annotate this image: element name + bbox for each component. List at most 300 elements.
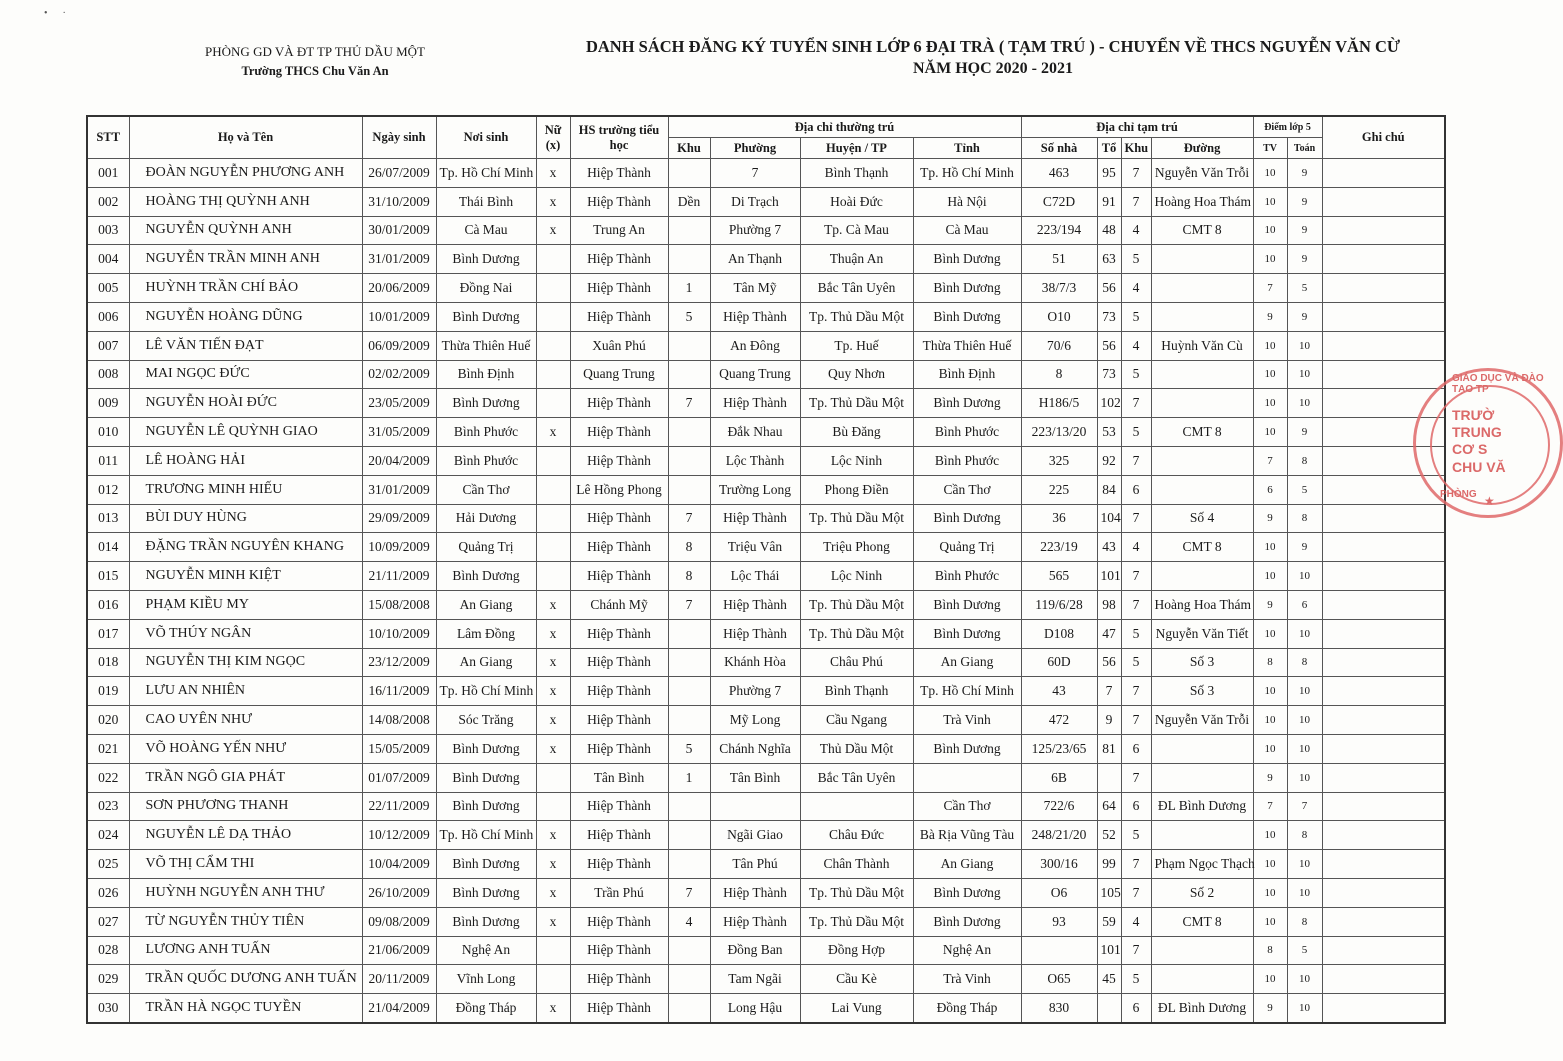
cell-to: 105 [1097,878,1121,907]
cell-name: NGUYỄN THỊ KIM NGỌC [129,648,362,677]
cell-to [1097,763,1121,792]
cell-khu2: 7 [1121,677,1151,706]
cell-phuong: Lộc Thành [710,446,800,475]
cell-toan: 9 [1287,216,1322,245]
cell-note [1322,187,1445,216]
cell-tv: 10 [1253,878,1287,907]
cell-female: x [536,706,570,735]
cell-sonha: C72D [1021,187,1097,216]
cell-note [1322,302,1445,331]
cell-huyen: Thuận An [800,245,913,274]
cell-huyen: Lai Vung [800,994,913,1023]
cell-sonha: 223/13/20 [1021,418,1097,447]
cell-toan: 10 [1287,763,1322,792]
cell-khu2: 4 [1121,216,1151,245]
cell-toan: 10 [1287,619,1322,648]
cell-school: Hiệp Thành [570,159,668,188]
cell-female: x [536,216,570,245]
col-female-mark: (x) [545,137,561,152]
cell-sonha [1021,936,1097,965]
cell-duong: ĐL Bình Dương [1151,792,1253,821]
cell-huyen: Cầu Kè [800,965,913,994]
cell-huyen: Chân Thành [800,850,913,879]
table-row [87,763,1445,792]
cell-khu [668,159,710,188]
cell-duong: Phạm Ngọc Thạch [1151,850,1253,879]
cell-khu2: 7 [1121,159,1151,188]
cell-khu: 5 [668,302,710,331]
cell-birthplace: Bình Dương [436,302,536,331]
cell-stt: 010 [87,418,129,447]
cell-duong: Huỳnh Văn Cù [1151,331,1253,360]
cell-birthplace: Nghệ An [436,936,536,965]
cell-name: ĐẶNG TRẦN NGUYÊN KHANG [129,533,362,562]
cell-school: Chánh Mỹ [570,590,668,619]
cell-note [1322,734,1445,763]
cell-toan: 5 [1287,475,1322,504]
cell-stt: 028 [87,936,129,965]
cell-huyen: Tp. Thủ Dầu Một [800,302,913,331]
cell-dob: 23/05/2009 [362,389,436,418]
cell-toan: 10 [1287,360,1322,389]
cell-name: VÕ THỊ CẨM THI [129,850,362,879]
cell-female: x [536,648,570,677]
cell-note [1322,619,1445,648]
cell-name: TRƯƠNG MINH HIẾU [129,475,362,504]
cell-huyen: Triệu Phong [800,533,913,562]
cell-khu [668,245,710,274]
cell-tinh: Cần Thơ [913,475,1021,504]
cell-female [536,389,570,418]
cell-name: HUỲNH NGUYỄN ANH THƯ [129,878,362,907]
cell-note [1322,274,1445,303]
cell-toan: 10 [1287,734,1322,763]
table-row [87,648,1445,677]
cell-huyen: Lộc Ninh [800,446,913,475]
cell-sonha: O65 [1021,965,1097,994]
cell-name: PHẠM KIỀU MY [129,590,362,619]
cell-khu2: 7 [1121,590,1151,619]
cell-school: Hiệp Thành [570,418,668,447]
cell-female: x [536,850,570,879]
table-row [87,245,1445,274]
table-row [87,475,1445,504]
cell-tinh: Trà Vinh [913,706,1021,735]
cell-female [536,245,570,274]
cell-phuong: Đắk Nhau [710,418,800,447]
cell-toan: 10 [1287,706,1322,735]
cell-khu2: 6 [1121,792,1151,821]
cell-phuong: Khánh Hòa [710,648,800,677]
cell-birthplace: Bình Dương [436,389,536,418]
cell-to: 99 [1097,850,1121,879]
cell-tinh: Bình Dương [913,619,1021,648]
cell-toan: 8 [1287,821,1322,850]
cell-duong [1151,562,1253,591]
cell-tinh: Tp. Hồ Chí Minh [913,159,1021,188]
cell-female: x [536,907,570,936]
cell-toan: 9 [1287,533,1322,562]
cell-stt: 019 [87,677,129,706]
cell-duong: Hoàng Hoa Thám [1151,187,1253,216]
cell-duong [1151,821,1253,850]
cell-birthplace: Đồng Tháp [436,994,536,1023]
cell-female [536,562,570,591]
cell-duong: Hoàng Hoa Thám [1151,590,1253,619]
cell-note [1322,936,1445,965]
cell-khu2: 4 [1121,274,1151,303]
cell-to: 43 [1097,533,1121,562]
cell-sonha: 463 [1021,159,1097,188]
cell-to: 9 [1097,706,1121,735]
cell-to: 45 [1097,965,1121,994]
cell-tv: 9 [1253,590,1287,619]
cell-note [1322,821,1445,850]
cell-khu [668,677,710,706]
cell-khu2: 7 [1121,850,1151,879]
cell-tinh: Bình Phước [913,418,1021,447]
cell-female [536,965,570,994]
cell-phuong: Mỹ Long [710,706,800,735]
cell-note [1322,763,1445,792]
cell-khu2: 6 [1121,734,1151,763]
cell-duong [1151,360,1253,389]
col-perm-tinh: Tỉnh [913,138,1021,159]
cell-sonha: 6B [1021,763,1097,792]
cell-to: 53 [1097,418,1121,447]
cell-khu2: 4 [1121,907,1151,936]
registration-table [86,115,1446,1024]
cell-tv: 8 [1253,648,1287,677]
cell-birthplace: Bình Dương [436,850,536,879]
cell-phuong: Quang Trung [710,360,800,389]
cell-toan: 5 [1287,274,1322,303]
cell-dob: 21/06/2009 [362,936,436,965]
cell-huyen: Thủ Dầu Một [800,734,913,763]
cell-to: 56 [1097,331,1121,360]
cell-tv: 10 [1253,216,1287,245]
cell-to: 104 [1097,504,1121,533]
cell-school: Hiệp Thành [570,936,668,965]
cell-to: 91 [1097,187,1121,216]
cell-tv: 6 [1253,475,1287,504]
cell-dob: 16/11/2009 [362,677,436,706]
cell-dob: 31/10/2009 [362,187,436,216]
cell-to: 64 [1097,792,1121,821]
cell-tv: 10 [1253,706,1287,735]
cell-birthplace: Bình Dương [436,763,536,792]
cell-huyen: Đồng Hợp [800,936,913,965]
cell-dob: 29/09/2009 [362,504,436,533]
cell-tinh [913,763,1021,792]
cell-name: HOÀNG THỊ QUỲNH ANH [129,187,362,216]
table-row [87,418,1445,447]
document-title-block [548,37,1438,78]
cell-to: 7 [1097,677,1121,706]
col-temp-duong: Đường [1151,138,1253,159]
cell-huyen: Hoài Đức [800,187,913,216]
table-row [87,590,1445,619]
cell-khu [668,850,710,879]
cell-khu: 8 [668,562,710,591]
cell-phuong: Tân Phú [710,850,800,879]
cell-birthplace: Bình Phước [436,418,536,447]
table-row [87,734,1445,763]
cell-school: Hiệp Thành [570,302,668,331]
cell-duong: CMT 8 [1151,418,1253,447]
cell-stt: 006 [87,302,129,331]
cell-khu [668,821,710,850]
cell-tinh: Bình Phước [913,562,1021,591]
cell-tinh: Tp. Hồ Chí Minh [913,677,1021,706]
cell-tinh: Bình Dương [913,274,1021,303]
col-birthplace: Nơi sinh [436,116,536,159]
cell-khu2: 5 [1121,245,1151,274]
cell-birthplace: Tp. Hồ Chí Minh [436,677,536,706]
cell-stt: 027 [87,907,129,936]
cell-stt: 009 [87,389,129,418]
cell-sonha: 51 [1021,245,1097,274]
cell-tv: 10 [1253,418,1287,447]
seal-inner-ring [1430,385,1550,505]
cell-school: Quang Trung [570,360,668,389]
cell-female [536,504,570,533]
cell-dob: 26/07/2009 [362,159,436,188]
cell-duong [1151,965,1253,994]
cell-huyen: Bắc Tân Uyên [800,274,913,303]
cell-school: Xuân Phú [570,331,668,360]
cell-dob: 22/11/2009 [362,792,436,821]
cell-khu: 7 [668,389,710,418]
cell-toan: 8 [1287,504,1322,533]
table-body [87,159,1445,1023]
cell-sonha: 43 [1021,677,1097,706]
cell-toan: 10 [1287,850,1322,879]
cell-female: x [536,878,570,907]
school-name: Trường THCS Chu Văn An [241,64,389,78]
cell-sonha: 248/21/20 [1021,821,1097,850]
col-score-toan: Toán [1287,138,1322,159]
cell-note [1322,331,1445,360]
table-row [87,994,1445,1023]
cell-khu [668,475,710,504]
col-female [536,116,570,159]
cell-dob: 02/02/2009 [362,360,436,389]
cell-name: HUỲNH TRẦN CHÍ BẢO [129,274,362,303]
cell-tv: 9 [1253,994,1287,1023]
cell-stt: 025 [87,850,129,879]
cell-female [536,274,570,303]
cell-tv: 8 [1253,936,1287,965]
cell-female [536,763,570,792]
cell-sonha: 565 [1021,562,1097,591]
cell-khu: 1 [668,763,710,792]
cell-tinh: Bình Dương [913,907,1021,936]
cell-school: Hiệp Thành [570,245,668,274]
cell-duong: Số 2 [1151,878,1253,907]
cell-school: Tân Bình [570,763,668,792]
cell-to: 63 [1097,245,1121,274]
table-row [87,965,1445,994]
cell-birthplace: Cần Thơ [436,475,536,504]
cell-birthplace: Thái Bình [436,187,536,216]
cell-dob: 10/10/2009 [362,619,436,648]
col-primary-school-line2: học [609,137,629,152]
cell-name: LƯƠNG ANH TUẤN [129,936,362,965]
cell-note [1322,360,1445,389]
cell-phuong: Long Hậu [710,994,800,1023]
cell-tinh: Nghệ An [913,936,1021,965]
cell-huyen: Tp. Huế [800,331,913,360]
cell-khu: 7 [668,878,710,907]
cell-stt: 030 [87,994,129,1023]
cell-tinh: Bình Dương [913,878,1021,907]
cell-huyen: Tp. Thủ Dầu Một [800,389,913,418]
cell-phuong: Hiệp Thành [710,302,800,331]
cell-school: Hiệp Thành [570,648,668,677]
cell-khu2: 7 [1121,763,1151,792]
cell-duong: Nguyễn Văn Trỗi [1151,706,1253,735]
cell-stt: 022 [87,763,129,792]
cell-tinh: Bà Rịa Vũng Tàu [913,821,1021,850]
cell-huyen: Tp. Thủ Dầu Một [800,504,913,533]
cell-name: NGUYỄN MINH KIỆT [129,562,362,591]
cell-name: TRẦN QUỐC DƯƠNG ANH TUẤN [129,965,362,994]
col-primary-school [570,116,668,159]
cell-phuong: 7 [710,159,800,188]
cell-to: 95 [1097,159,1121,188]
cell-tv: 10 [1253,360,1287,389]
cell-toan: 10 [1287,965,1322,994]
cell-female: x [536,677,570,706]
cell-duong [1151,475,1253,504]
cell-khu2: 7 [1121,187,1151,216]
col-score-tv: TV [1253,138,1287,159]
cell-female: x [536,418,570,447]
cell-duong: Số 3 [1151,648,1253,677]
scan-marks: • · [44,8,66,19]
cell-duong: CMT 8 [1151,533,1253,562]
cell-khu [668,994,710,1023]
cell-tinh: Bình Dương [913,389,1021,418]
issuer-block [185,44,445,79]
cell-tv: 10 [1253,533,1287,562]
cell-birthplace: Bình Phước [436,446,536,475]
cell-huyen: Tp. Thủ Dầu Một [800,878,913,907]
cell-phuong: An Thạnh [710,245,800,274]
cell-sonha: 223/194 [1021,216,1097,245]
cell-toan: 9 [1287,418,1322,447]
cell-khu2: 7 [1121,504,1151,533]
cell-name: NGUYỄN HOÀI ĐỨC [129,389,362,418]
cell-to: 56 [1097,274,1121,303]
cell-duong: Nguyễn Văn Trỗi [1151,159,1253,188]
cell-khu: Dền [668,187,710,216]
cell-school: Hiệp Thành [570,792,668,821]
cell-birthplace: Tp. Hồ Chí Minh [436,821,536,850]
cell-stt: 003 [87,216,129,245]
cell-female [536,446,570,475]
cell-khu [668,360,710,389]
cell-khu2: 7 [1121,706,1151,735]
cell-toan: 9 [1287,159,1322,188]
col-dob: Ngày sinh [362,116,436,159]
cell-tv: 10 [1253,331,1287,360]
cell-note [1322,994,1445,1023]
cell-khu: 1 [668,274,710,303]
cell-huyen: Bình Thạnh [800,677,913,706]
cell-birthplace: Bình Dương [436,907,536,936]
cell-school: Hiệp Thành [570,994,668,1023]
cell-toan: 10 [1287,878,1322,907]
cell-huyen: Quy Nhơn [800,360,913,389]
cell-khu2: 6 [1121,475,1151,504]
cell-stt: 029 [87,965,129,994]
cell-female [536,360,570,389]
cell-khu2: 5 [1121,648,1151,677]
cell-female: x [536,994,570,1023]
cell-huyen: Châu Phú [800,648,913,677]
cell-female [536,936,570,965]
cell-school: Lê Hồng Phong [570,475,668,504]
col-temp-to: Tổ [1097,138,1121,159]
cell-female: x [536,619,570,648]
cell-dob: 10/09/2009 [362,533,436,562]
cell-female: x [536,159,570,188]
cell-tinh: Bình Dương [913,302,1021,331]
table-row [87,792,1445,821]
cell-birthplace: Vĩnh Long [436,965,536,994]
cell-female [536,331,570,360]
cell-duong [1151,936,1253,965]
cell-name: CAO UYÊN NHƯ [129,706,362,735]
col-temp-sonha: Số nhà [1021,138,1097,159]
group-grade5-scores: Điểm lớp 5 [1253,116,1322,138]
cell-khu [668,965,710,994]
cell-dob: 20/11/2009 [362,965,436,994]
cell-toan: 9 [1287,302,1322,331]
cell-huyen: Bù Đăng [800,418,913,447]
cell-sonha: 93 [1021,907,1097,936]
cell-khu2: 7 [1121,936,1151,965]
table-row [87,331,1445,360]
cell-phuong: Triệu Vân [710,533,800,562]
cell-school: Hiệp Thành [570,274,668,303]
cell-tv: 9 [1253,763,1287,792]
cell-birthplace: An Giang [436,590,536,619]
cell-khu2: 7 [1121,562,1151,591]
cell-khu [668,418,710,447]
cell-tv: 10 [1253,159,1287,188]
cell-duong [1151,446,1253,475]
cell-duong [1151,734,1253,763]
cell-dob: 15/08/2008 [362,590,436,619]
cell-name: TRẦN HÀ NGỌC TUYỀN [129,994,362,1023]
col-stt: STT [87,116,129,159]
cell-note [1322,245,1445,274]
cell-toan: 9 [1287,187,1322,216]
cell-tinh: Bình Phước [913,446,1021,475]
cell-duong: CMT 8 [1151,907,1253,936]
cell-tinh: Cà Mau [913,216,1021,245]
cell-sonha: 300/16 [1021,850,1097,879]
cell-name: TRẦN NGÔ GIA PHÁT [129,763,362,792]
cell-tv: 9 [1253,504,1287,533]
cell-name: SƠN PHƯƠNG THANH [129,792,362,821]
cell-duong [1151,763,1253,792]
cell-toan: 8 [1287,446,1322,475]
cell-name: LÊ HOÀNG HẢI [129,446,362,475]
